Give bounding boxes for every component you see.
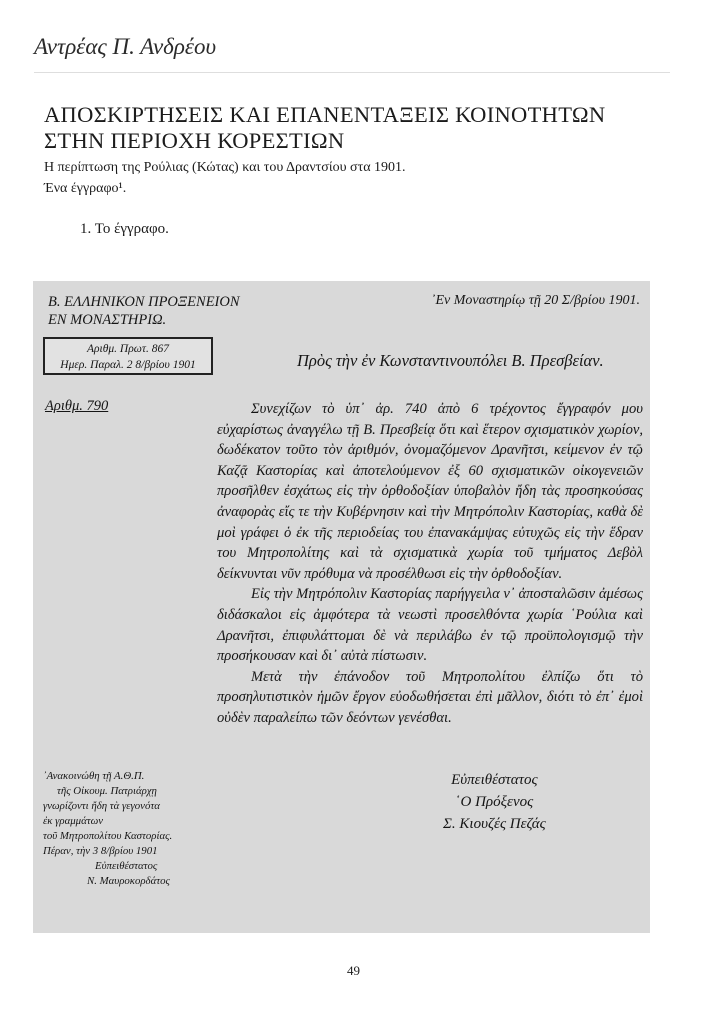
consulate-line-2: ΕΝ ΜΟΝΑΣΤΗΡΙΩ.	[48, 312, 167, 328]
document-number: Αριθμ. 790	[45, 398, 109, 414]
title-line-2: ΣΤΗΝ ΠΕΡΙΟΧΗ ΚΟΡΕΣΤΙΩΝ	[44, 128, 345, 153]
letter-body	[217, 399, 643, 729]
document-facsimile	[33, 281, 650, 933]
note-line: ἐκ γραμμάτων	[43, 815, 104, 827]
patriarchate-note	[43, 769, 263, 889]
addressee: Πρὸς τὴν ἐν Κωνσταντινουπόλει Β. Πρεσβείαν.	[297, 351, 604, 370]
consul-signature	[443, 769, 546, 835]
paragraph-3: Μετὰ τὴν ἐπάνοδον τοῦ Μητροπολίτου ἐλπίζω ὅτι τὸ προσηλυτιστικὸν ἡμῶν ἔργον εὐοδωθήσεται ἐπὶ μᾶλλον, διότι τὸ ἐπ᾿ ἐμοὶ οὐδὲν παραλείπω τῶν δεόντων γενέσθαι.	[217, 668, 643, 726]
subtitle-line-2: Ένα έγγραφο¹.	[44, 181, 127, 196]
page-number: 49	[347, 963, 360, 978]
protocol-stamp	[43, 337, 213, 375]
signature-line: Σ. Κιουζές Πεζάς	[443, 816, 546, 832]
stamp-line-2: Ημερ. Παραλ. 2 8/βρίου 1901	[60, 359, 196, 371]
note-line: τοῦ Μητροπολίτου Καστορίας.	[43, 830, 173, 842]
author-name: Αντρέας Π. Ανδρέου	[34, 34, 217, 59]
paragraph-2: Εἰς τὴν Μητρόπολιν Καστορίας παρήγγειλα ν᾿ ἀποσταλῶσιν ἀμέσως διδάσκαλοι εἰς ἀμφότερα τὰ νεωστὶ προσελθόντα χωρία ῾Ρούλια καὶ Δρανῆτσι, ἐπιφυλάττομαι δὲ νὰ περιλάβω ἐν τῷ προϋπολογισμῷ τὴν προσήκουσαν καὶ δι᾿ αὐτὰ πίστωσιν.	[217, 586, 643, 665]
consulate-line-1: Β. ΕΛΛΗΝΙΚΟΝ ΠΡΟΞΕΝΕΙΟΝ	[48, 294, 240, 310]
note-line: Εὐπειθέστατος	[95, 860, 158, 872]
article-title	[44, 102, 684, 154]
note-line: Πέραν, τὴν 3 8/βρίου 1901	[43, 845, 158, 857]
note-line: τῆς Οἰκουμ. Πατριάρχῃ	[57, 785, 157, 797]
note-line: ᾿Ανακοινώθη τῇ Α.Θ.Π.	[43, 770, 145, 782]
subtitle-line-1: Η περίπτωση της Ρούλιας (Κώτας) και του Δραντσίου στα 1901.	[44, 160, 406, 175]
header-divider	[34, 72, 670, 73]
stamp-line-1: Αριθμ. Πρωτ. 867	[87, 343, 169, 355]
note-line: γνωρίζοντι ἤδη τὰ γεγονότα	[43, 800, 160, 812]
section-heading: 1. Το έγγραφο.	[80, 221, 169, 237]
consulate-heading	[48, 293, 240, 329]
note-line: Ν. Μαυροκορδάτος	[87, 875, 170, 887]
signature-line: Εὐπειθέστατος	[451, 772, 538, 788]
date-place: ᾿Εν Μοναστηρίῳ τῇ 20 Σ/βρίου 1901.	[430, 293, 640, 308]
paragraph-1: Συνεχίζων τὸ ὑπ᾿ ἀρ. 740 ἀπὸ 6 τρέχοντος ἔγγραφόν μου εὐχαρίστως ἀναγγέλω τῇ Β. Πρεσβείᾳ ὅτι καὶ ἕτερον σχισματικὸν χωρίον, δωδέκατον τοῦτο τὸν ἀριθμόν, ὀνομαζόμενον Δρανῆτσι, κείμενον ἐν τῷ Καζᾷ Καστορίας καὶ ἀποτελούμενον ἐξ 60 σχισματικῶν οἰκογενειῶν προσῆλθεν ἐσχάτως εἰς τὴν ὀρθοδοξίαν ὑποβαλὸν ἤδη τὰς προσηκούσας ἀναφορὰς εἴς τε τὴν Κυβέρνησιν καὶ τὴν Μητρόπολιν Καστορίας, καθὰ δὲ μοὶ γράφει ὁ ἐκ τῆς περιοδείας του ἐπανακάμψας εὐτυχῶς εἰς τὴν ἕδραν του Μητροπολίτης καὶ τὰ σχισματικὰ χωρία τοῦ τμήματος Δεβὸλ δείκνυνται νῦν πρόθυμα νὰ προσέλθωσι εἰς τὴν ὀρθοδοξίαν.	[217, 401, 643, 582]
title-line-1: ΑΠΟΣΚΙΡΤΗΣΕΙΣ ΚΑΙ ΕΠΑΝΕΝΤΑΞΕΙΣ ΚΟΙΝΟΤΗΤΩΝ	[44, 102, 606, 127]
article-subtitle	[44, 157, 684, 199]
signature-line: ῾Ο Πρόξενος	[455, 794, 534, 810]
